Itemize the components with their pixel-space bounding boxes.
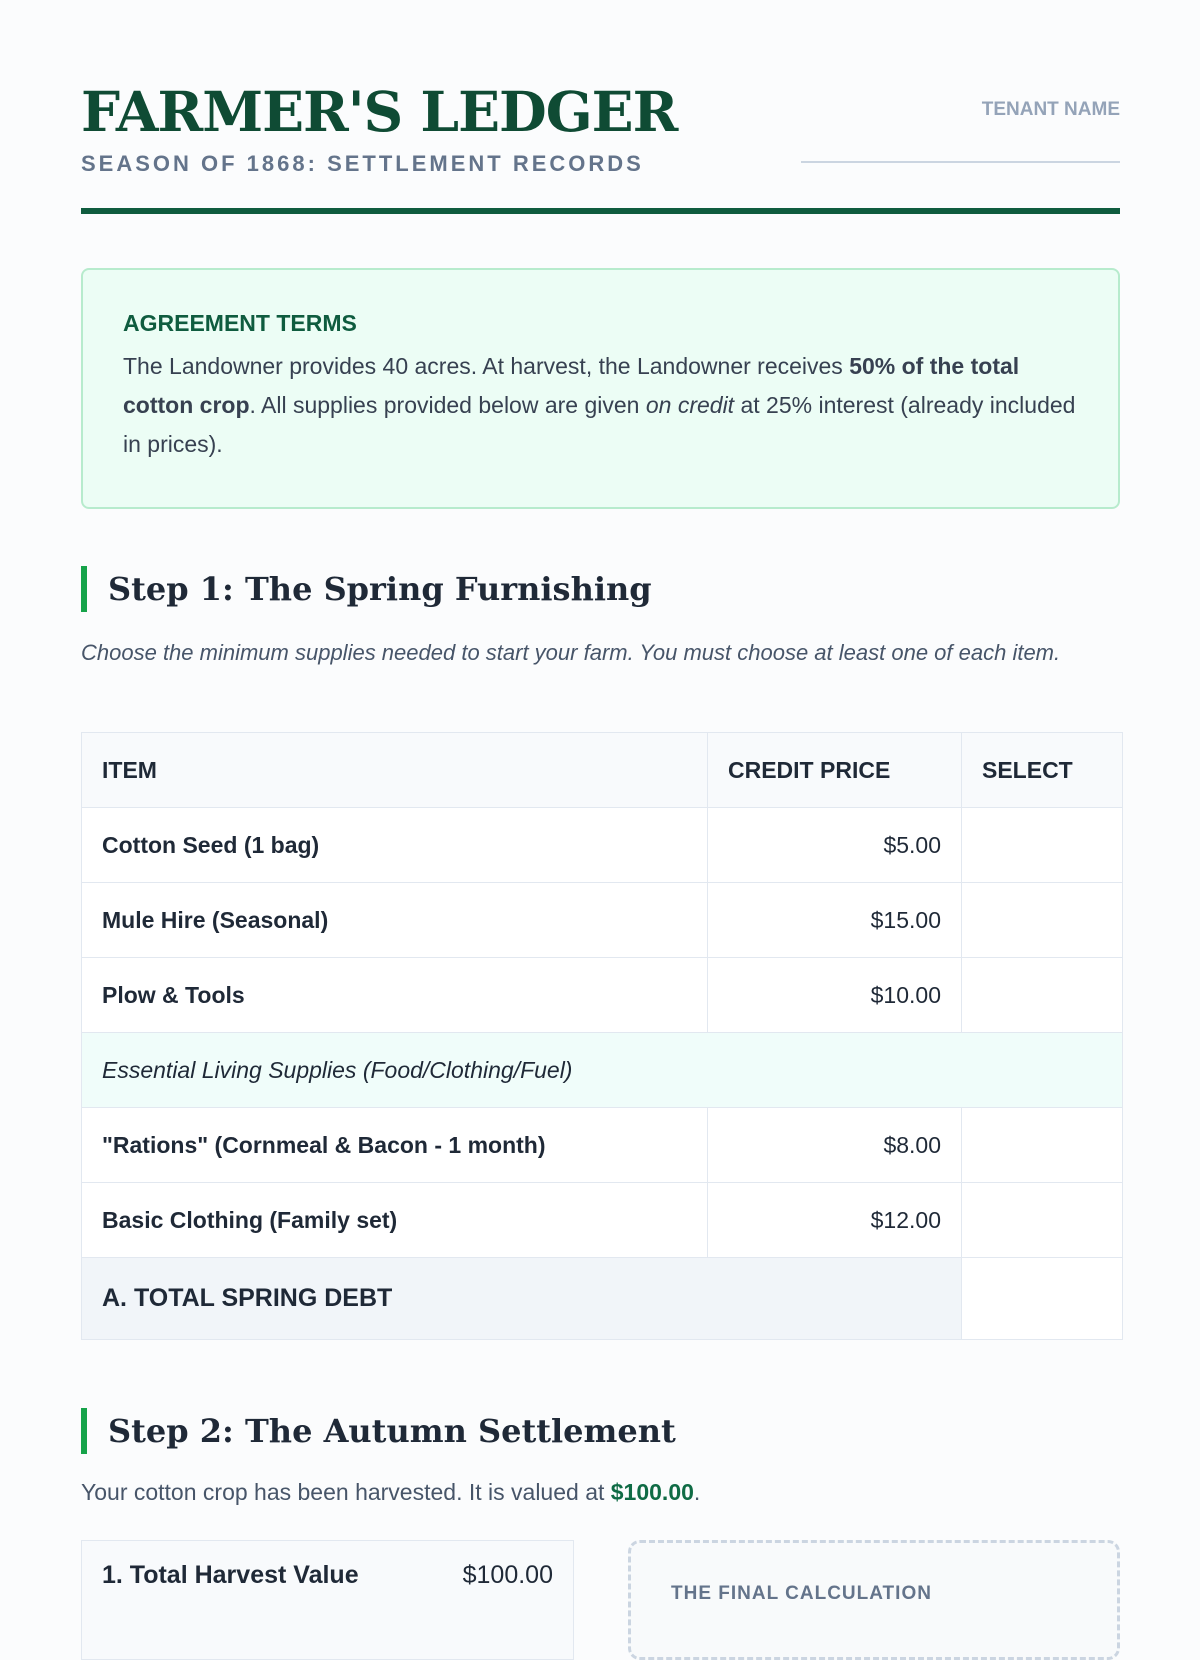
table-row — [82, 808, 1123, 883]
agreement-heading: AGREEMENT TERMS — [123, 310, 357, 336]
page-subtitle: SEASON OF 1868: SETTLEMENT RECORDS — [81, 151, 644, 176]
select-cell[interactable] — [962, 1183, 1123, 1258]
header-divider — [81, 208, 1120, 214]
item-name: Basic Clothing (Family set) — [82, 1183, 708, 1258]
tenant-name-label: TENANT NAME — [981, 99, 1120, 120]
final-calculation-title: THE FINAL CALCULATION — [671, 1583, 932, 1604]
item-name: Plow & Tools — [82, 958, 708, 1033]
column-header-select: SELECT — [962, 733, 1123, 808]
agreement-text-part-2: . All supplies provided below are given — [249, 392, 646, 418]
item-price: $12.00 — [708, 1183, 962, 1258]
agreement-text-part-3: at 25% interest (already included in prices). — [123, 392, 1076, 457]
category-label: Essential Living Supplies (Food/Clothing/Fuel) — [82, 1033, 1123, 1108]
item-price: $5.00 — [708, 808, 962, 883]
step1-instruction: Choose the minimum supplies needed to start your farm. You must choose at least one of each item. — [81, 640, 1061, 665]
settlement-value: $100.00 — [462, 1561, 553, 1589]
table-row — [82, 1183, 1123, 1258]
step1-heading: Step 1: The Spring Furnishing — [81, 566, 652, 612]
item-name: Cotton Seed (1 bag) — [82, 808, 708, 883]
category-row — [82, 1033, 1123, 1108]
table-header-row — [82, 733, 1123, 808]
select-cell[interactable] — [962, 883, 1123, 958]
tenant-name-field[interactable] — [801, 161, 1120, 163]
agreement-credit-term: on credit — [645, 392, 735, 418]
item-price: $8.00 — [708, 1108, 962, 1183]
final-calculation-box — [628, 1540, 1120, 1660]
select-cell[interactable] — [962, 808, 1123, 883]
agreement-crop-share: 50% of the total cotton crop — [123, 353, 1020, 418]
total-spring-debt-value[interactable] — [962, 1258, 1123, 1340]
settlement-table — [81, 1540, 574, 1660]
table-row — [82, 883, 1123, 958]
settlement-label: 1. Total Harvest Value — [102, 1561, 359, 1589]
item-price: $15.00 — [708, 883, 962, 958]
table-row — [82, 1108, 1123, 1183]
agreement-text-part-1: The Landowner provides 40 acres. At harvest, the Landowner receives — [123, 353, 850, 379]
column-header-item: ITEM — [82, 733, 708, 808]
page-title: FARMER'S LEDGER — [81, 79, 678, 144]
crop-value-text: Your cotton crop has been harvested. It is valued at — [81, 1479, 611, 1505]
select-cell[interactable] — [962, 1108, 1123, 1183]
select-cell[interactable] — [962, 958, 1123, 1033]
item-price: $10.00 — [708, 958, 962, 1033]
total-row — [82, 1258, 1123, 1340]
agreement-terms-box — [81, 268, 1120, 509]
agreement-text — [123, 347, 1078, 464]
crop-value-amount: $100.00 — [610, 1479, 694, 1505]
spring-furnishing-table — [81, 732, 1123, 1340]
crop-value-line — [81, 1479, 700, 1506]
total-spring-debt-label: A. TOTAL SPRING DEBT — [82, 1258, 962, 1340]
item-name: Mule Hire (Seasonal) — [82, 883, 708, 958]
item-name: "Rations" (Cornmeal & Bacon - 1 month) — [82, 1108, 708, 1183]
settlement-row — [102, 1561, 553, 1590]
crop-value-end: . — [693, 1479, 701, 1505]
column-header-price: CREDIT PRICE — [708, 733, 962, 808]
table-row — [82, 958, 1123, 1033]
step2-heading: Step 2: The Autumn Settlement — [81, 1408, 676, 1454]
